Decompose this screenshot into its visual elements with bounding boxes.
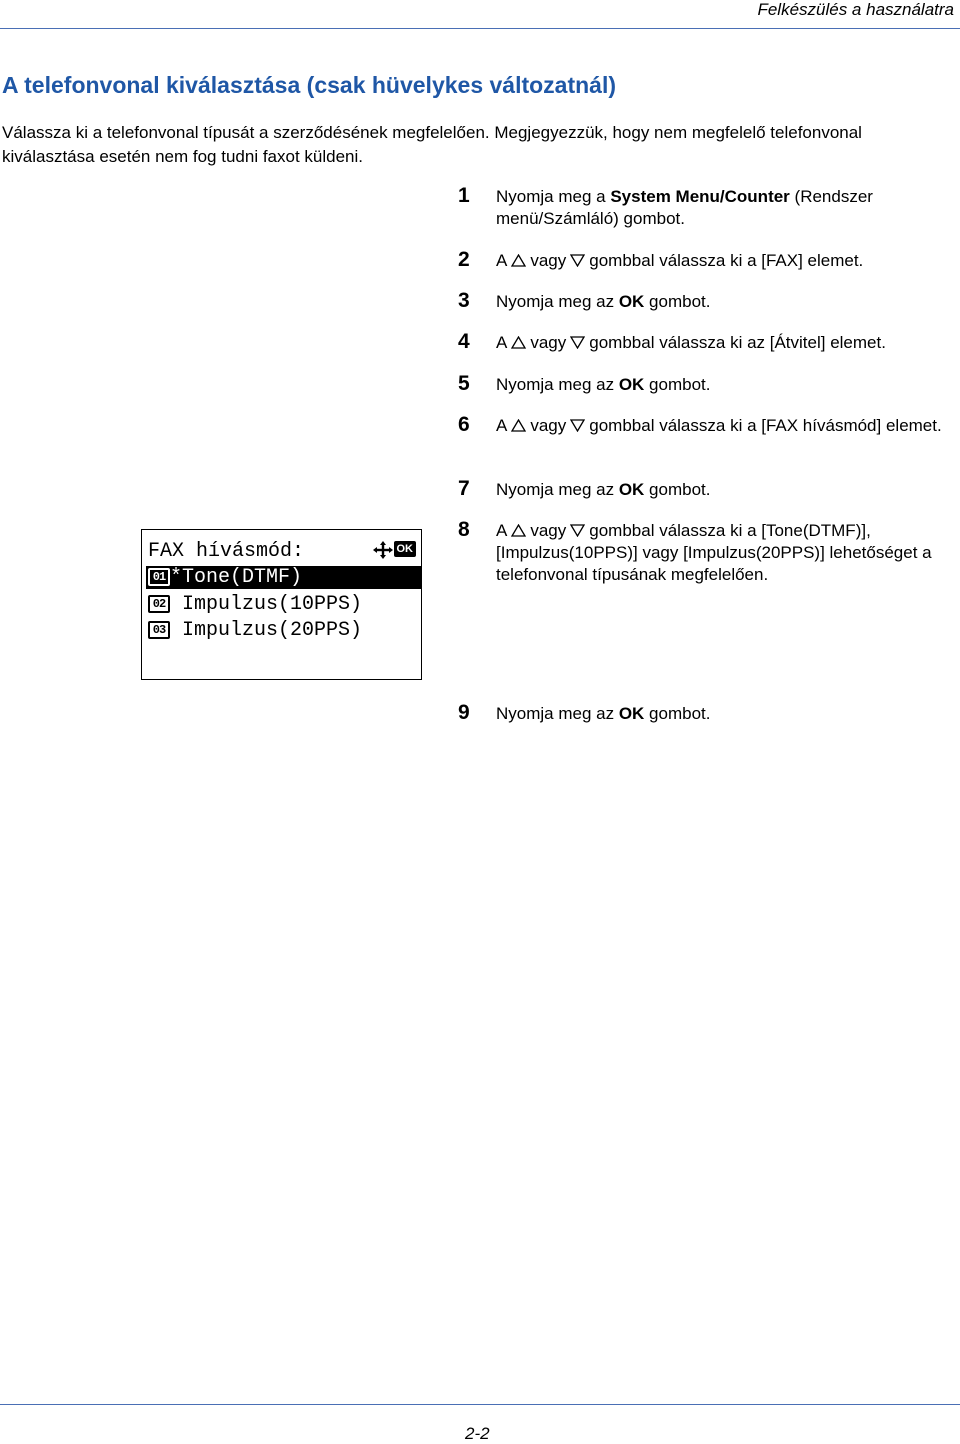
- step-number: 7: [458, 477, 470, 500]
- step-8: 8 A vagy gombbal válassza ki a [Tone(DTMF)], [Impulzus(10PPS)] vagy [Impulzus(20PPS)] lehetőséget a telefonvonal típusának megfelelően.: [458, 518, 932, 584]
- key-name: OK: [618, 292, 645, 311]
- down-arrow-icon: [570, 419, 585, 432]
- lcd-display: [141, 529, 422, 680]
- navigation-cross-icon: [373, 541, 393, 559]
- option-number: 01: [148, 568, 170, 586]
- header-rule: [0, 28, 960, 29]
- up-arrow-icon: [511, 254, 526, 267]
- lcd-icons: [373, 541, 417, 559]
- step-2: 2 A vagy gombbal válassza ki a [FAX] elemet.: [458, 248, 864, 271]
- ok-key-icon: OK: [394, 541, 417, 557]
- step-1: 1 Nyomja meg a System Menu/Counter (Rendszer menü/Számláló) gombot.: [458, 184, 873, 228]
- option-number: 03: [148, 621, 170, 639]
- step-number: 4: [458, 330, 470, 353]
- lcd-option-2: 02 Impulzus(10PPS): [148, 593, 362, 617]
- up-arrow-icon: [511, 419, 526, 432]
- page-number: 2-2: [465, 1424, 490, 1443]
- intro-paragraph: Válassza ki a telefonvonal típusát a szerződésének megfelelően. Megjegyezzük, hogy nem megfelelő telefonvonal kiválasztása esetén nem fog tudni faxot küldeni.: [2, 123, 862, 166]
- step-number: 6: [458, 413, 470, 436]
- key-name: OK: [618, 480, 645, 499]
- step-4: 4 A vagy gombbal válassza ki az [Átvitel] elemet.: [458, 330, 886, 353]
- lcd-option-1: 01 *Tone(DTMF): [148, 566, 302, 590]
- key-name: OK: [618, 704, 645, 723]
- lcd-title: FAX hívásmód:: [148, 540, 305, 563]
- down-arrow-icon: [570, 254, 585, 267]
- up-arrow-icon: [511, 336, 526, 349]
- footer-rule: [0, 1404, 960, 1405]
- up-arrow-icon: [511, 524, 526, 537]
- step-7: 7 Nyomja meg az OK gombot.: [458, 477, 711, 500]
- running-header: Felkészülés a használatra: [757, 0, 954, 19]
- option-number: 02: [148, 595, 170, 613]
- step-number: 1: [458, 184, 470, 207]
- key-name: System Menu/Counter: [610, 187, 790, 206]
- key-name: OK: [618, 375, 645, 394]
- section-title: A telefonvonal kiválasztása (csak hüvelykes változatnál): [2, 72, 617, 98]
- step-3: 3 Nyomja meg az OK gombot.: [458, 289, 711, 312]
- lcd-option-3: 03 Impulzus(20PPS): [148, 619, 362, 643]
- down-arrow-icon: [570, 524, 585, 537]
- step-number: 3: [458, 289, 470, 312]
- step-6: 6 A vagy gombbal válassza ki a [FAX hívásmód] elemet.: [458, 413, 942, 436]
- step-number: 2: [458, 248, 470, 271]
- down-arrow-icon: [570, 336, 585, 349]
- step-number: 5: [458, 372, 470, 395]
- step-number: 8: [458, 518, 470, 541]
- step-number: 9: [458, 701, 470, 724]
- step-5: 5 Nyomja meg az OK gombot.: [458, 372, 711, 395]
- step-9: 9 Nyomja meg az OK gombot.: [458, 701, 711, 724]
